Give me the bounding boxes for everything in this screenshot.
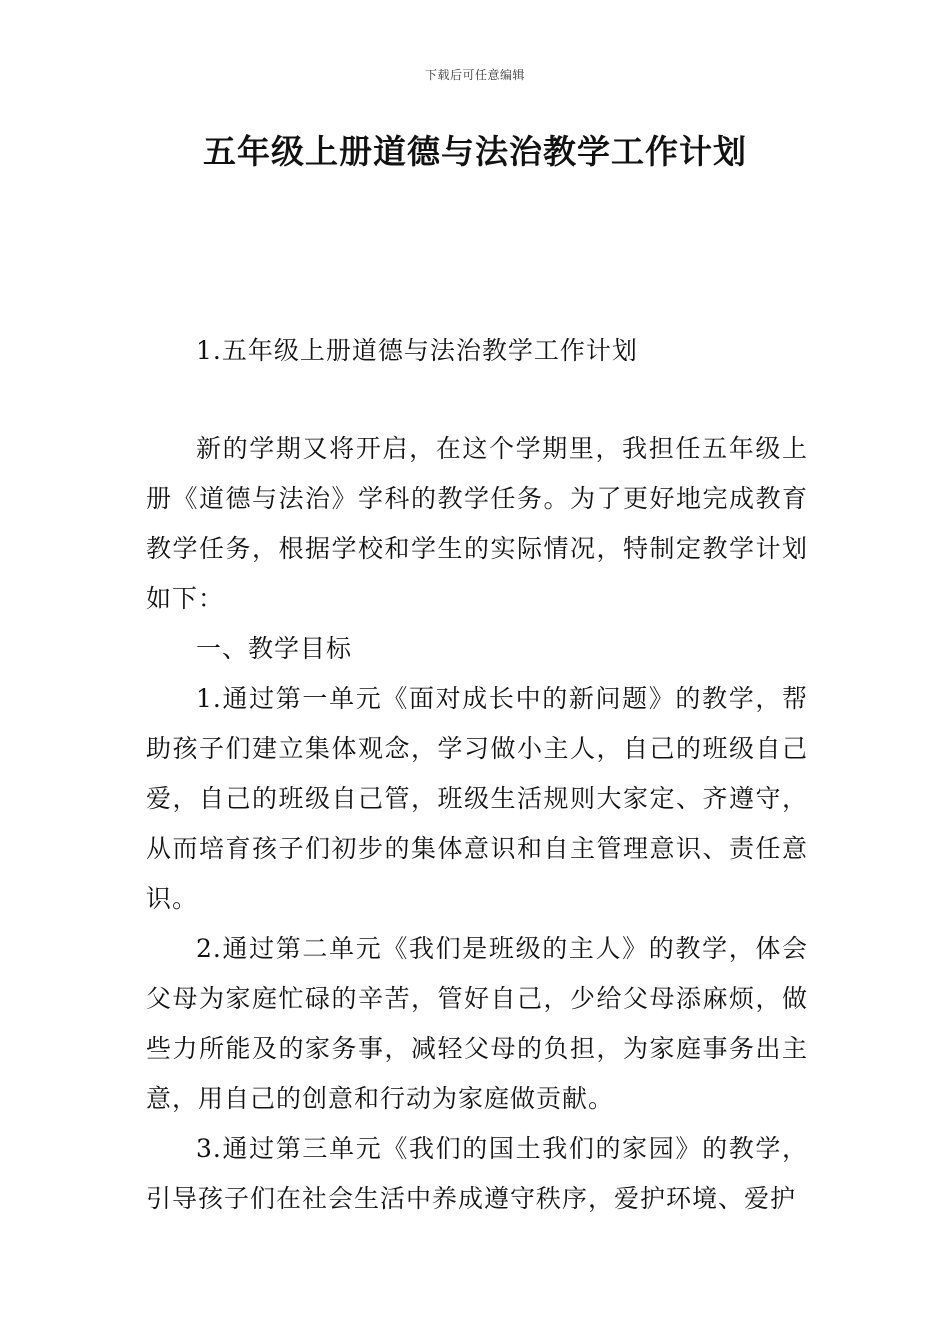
section-subtitle (146, 326, 808, 376)
header-note: 下载后可任意编辑 (424, 68, 525, 82)
document-title: 五年级上册道德与法治教学工作计划 (203, 132, 747, 171)
paragraph-goal-3: 3.通过第三单元《我们的国土我们的家园》的教学，引导孩子们在社会生活中养成遵守秩序，爱护环境、爱护 (146, 1134, 808, 1213)
paragraph-goal-2: 2.通过第二单元《我们是班级的主人》的教学，体会父母为家庭忙碌的辛苦，管好自己，少给父母添麻烦，做些力所能及的家务事，减轻父母的负担，为家庭事务出主意，用自己的创意和行动为家庭做贡献。 (146, 934, 808, 1113)
paragraph-intro: 新的学期又将开启，在这个学期里，我担任五年级上册《道德与法治》学科的教学任务。为了更好地完成教育教学任务，根据学校和学生的实际情况，特制定教学计划如下： (146, 434, 808, 613)
document-body (146, 424, 808, 1224)
subtitle-text: 1.五年级上册道德与法治教学工作计划 (196, 336, 638, 365)
heading-teaching-goals: 一、教学目标 (196, 634, 353, 663)
paragraph-goal-1: 1.通过第一单元《面对成长中的新问题》的教学，帮助孩子们建立集体观念，学习做小主人，自己的班级自己爱，自己的班级自己管，班级生活规则大家定、齐遵守，从而培育孩子们初步的集体意识和自主管理意识、责任意识。 (146, 684, 808, 913)
